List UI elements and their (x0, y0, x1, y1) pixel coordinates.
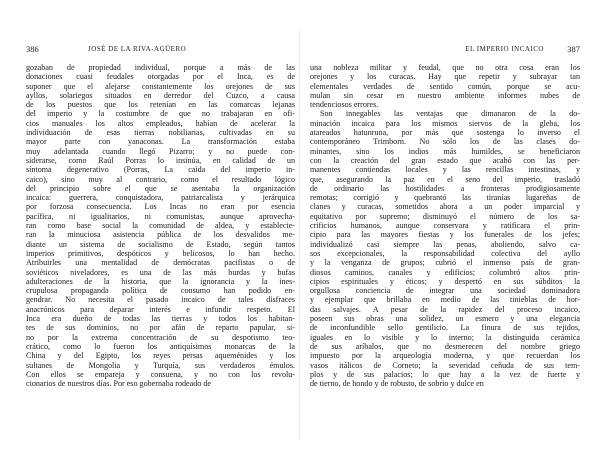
text-line: de sus aríbalos, que no desmerecen del nombre griego (310, 341, 580, 351)
text-line: cipios espirituales y éticos; y despertó en sus súbditos la (310, 276, 580, 286)
page-gutter (299, 30, 300, 440)
left-page-number: 386 (26, 44, 39, 54)
text-line: del imperio y la costumbre de que no trabajaran en ofi- (26, 109, 295, 119)
text-line: impuesto por la arqueología moderna, y que recuerdan los (310, 351, 580, 361)
text-line: donaciones cuasi feudales otorgadas por el Inca, es de (26, 72, 295, 82)
text-line: por forzosa consecuencia. Los Incas no eran por esencia (26, 202, 295, 212)
text-line: y ejemplar que brillaba en medio de las tinieblas de hor- (310, 295, 580, 305)
text-line: crificios humanos, aunque conservara y ratificara el prin- (310, 221, 580, 231)
text-line: de tierno, de hondo y de robusto, de sobrio y dulce en (310, 379, 484, 389)
text-line: imperios primitivos, despóticos y belicosos, lo han hecho. (26, 248, 295, 258)
text-line: tendenciosos errores. (310, 100, 379, 110)
text-line: anacrónicos para deparar interés e infundir respeto. El (26, 304, 295, 314)
left-running-head: JOSÉ DE LA RIVA-AGÜERO (88, 45, 187, 53)
right-page-header (306, 44, 590, 56)
text-line: individualizó casi siempre las penas, aboliendo, salvo ca- (310, 239, 580, 249)
text-line: de los puestos que los retenían en las comarcas lejanas (26, 100, 295, 110)
text-line: plos y de sus palacios; lo que hay a la vez de fuerte y (310, 369, 580, 379)
text-line: gendrar. No necesita el pasado incaico de tales disfraces (26, 295, 295, 305)
text-line: gozaban de propiedad individual, porque a más de las (26, 63, 295, 72)
right-page-number: 387 (567, 44, 580, 54)
text-line: Son innegables las ventajas que dimanaron de la do- (320, 109, 580, 119)
text-line: sos excepcionales, la responsabilidad colectiva del ayllo (310, 248, 580, 258)
text-line: equitativo por supremo; disminuyó el número de los sa- (310, 211, 580, 221)
text-line: mayor parte con yanaconas. La transformación estaba (26, 137, 295, 147)
text-line: clanes y curacas, sometidos ahora a un poder imparcial y (310, 202, 580, 212)
text-line: y la venganza de grupos; cubrió el inmenso país de gran- (310, 258, 580, 268)
text-line: vasos itálicos de Corneto; la severidad ceñuda de sus tem- (310, 360, 580, 370)
text-line: ayllos, solariegos situados en derredor del Cuzco, a causa (26, 90, 295, 100)
text-line: mulan sin cesar en nuestro ambiente informes nubes de (310, 90, 580, 100)
text-line: atareados hatunruna, por más que sostenga lo inverso el (310, 128, 580, 138)
text-line: cipio para las mayores fiestas y los funerales de los jefes; (310, 230, 580, 240)
text-line: no por la extrema concentración de su despotismo teo- (26, 332, 295, 342)
left-page-header (12, 44, 295, 56)
text-line: tes de sus dominios, no por afán de reparto papular, si- (26, 323, 295, 333)
text-line: ran como base social la comunidad de aldea, y establecie- (26, 221, 295, 231)
text-line: incaica: guerrera, conquistadora, patriarcalista y jerárquica (26, 193, 295, 203)
text-line: elementales verdades de sentido común, porque se acu- (310, 81, 580, 91)
text-line: de inconfundible sello gentilicio. La finura de sus tejidos, (310, 323, 580, 333)
right-page-body (310, 63, 580, 388)
text-line: individuación de esas tierras nobiliarias, cultivadas en su (26, 128, 295, 138)
left-page-body (26, 63, 295, 388)
text-line: Atribuirles una mentalidad de demócratas pacifistas o de (26, 258, 295, 268)
text-line: ran la minuciosa asistencia pública de los desvalidos me- (26, 230, 295, 240)
text-line: adulteraciones de la historia, que la ignorancia y la ines- (26, 276, 295, 286)
text-line: una nobleza militar y feudal, que no otra cosa eran los (310, 63, 580, 72)
text-line: China y del Egipto, los reyes persas aqueménides y los (26, 351, 295, 361)
text-line: crático, como lo fueron los antiquísimos monarcas de la (26, 341, 295, 351)
text-line: siderarse, como Raúl Porras lo insinúa, en calidad de un (26, 155, 295, 165)
text-line: soviéticos niveladores, es una de las más burdas y bufas (26, 267, 295, 277)
text-line: pacífica, ni igualitarios, ni comunistas, aunque aprovecha- (26, 211, 295, 221)
text-line: manentes contiendas locales y las rencillas intestinas, y (310, 165, 580, 175)
text-line: caico), sino muy al contrario, como el resultado lógico (26, 174, 295, 184)
text-line: remotas; corrigió y quebrantó las tiranías lugareñas de (310, 193, 580, 203)
text-line: sultanes de Mongolia y Turquía, sus verdaderos émulos. (26, 360, 295, 370)
text-line: suponer que el alejarse constantemente los orejones de sus (26, 81, 295, 91)
text-line: crupulosa propaganda política de consumo han podido en- (26, 286, 295, 296)
text-line: poseen sus obras una solidez, un esmero y una elegancia (310, 314, 580, 324)
text-line: con la creación del gran estado que acabó con las per- (310, 155, 580, 165)
text-line: del principio sobre el que se asentaba la organización (26, 183, 295, 193)
text-line: que, asegurando la paz en el seno del imperio, trasladó (310, 174, 580, 184)
text-line: síntoma degenerativo (Porras, La caída del imperio in- (26, 165, 295, 175)
text-line: cios manuales los altos empleados, habían de acelerar la (26, 118, 295, 128)
text-line: contemporáneo Trimborn. No sólo los de las clases do- (310, 137, 580, 147)
text-line: das salvajes. A pesar de la rapidez del proceso incaico, (310, 304, 580, 314)
text-line: cionarios de nuestros días. Por eso gobernaba rodeado de (26, 379, 211, 389)
right-running-head: EL IMPERIO INCAICO (465, 45, 544, 53)
text-line: Con ellos se empareja y consuena, y no con los revolu- (26, 369, 295, 379)
text-line: minantes, sino los indios más humildes, se beneficiaron (310, 146, 580, 156)
text-line: orejones y los curacas. Hay que repetir y subrayar tan (310, 72, 580, 82)
text-line: diante un sistema de socialismo de Estado, según tantos (26, 239, 295, 249)
text-line: minación incaica para los mismos siervos de la gleba, los (310, 118, 580, 128)
text-line: muy adelantada cuando llegó Pizarro; y no puede con- (26, 146, 295, 156)
text-line: diosos caminos, canales y edificios; columbró altos prin- (310, 267, 580, 277)
text-line: orgullosa conciencia de integrar una sociedad dominadora (310, 286, 580, 296)
text-line: Inca era dueño de todas las tierras y todos los habitan- (26, 314, 295, 324)
text-line: iguales en lo visible y lo interno; la distinguida cerámica (310, 332, 580, 342)
text-line: de ordinario las hostilidades a fronteras prodigiosamente (310, 183, 580, 193)
